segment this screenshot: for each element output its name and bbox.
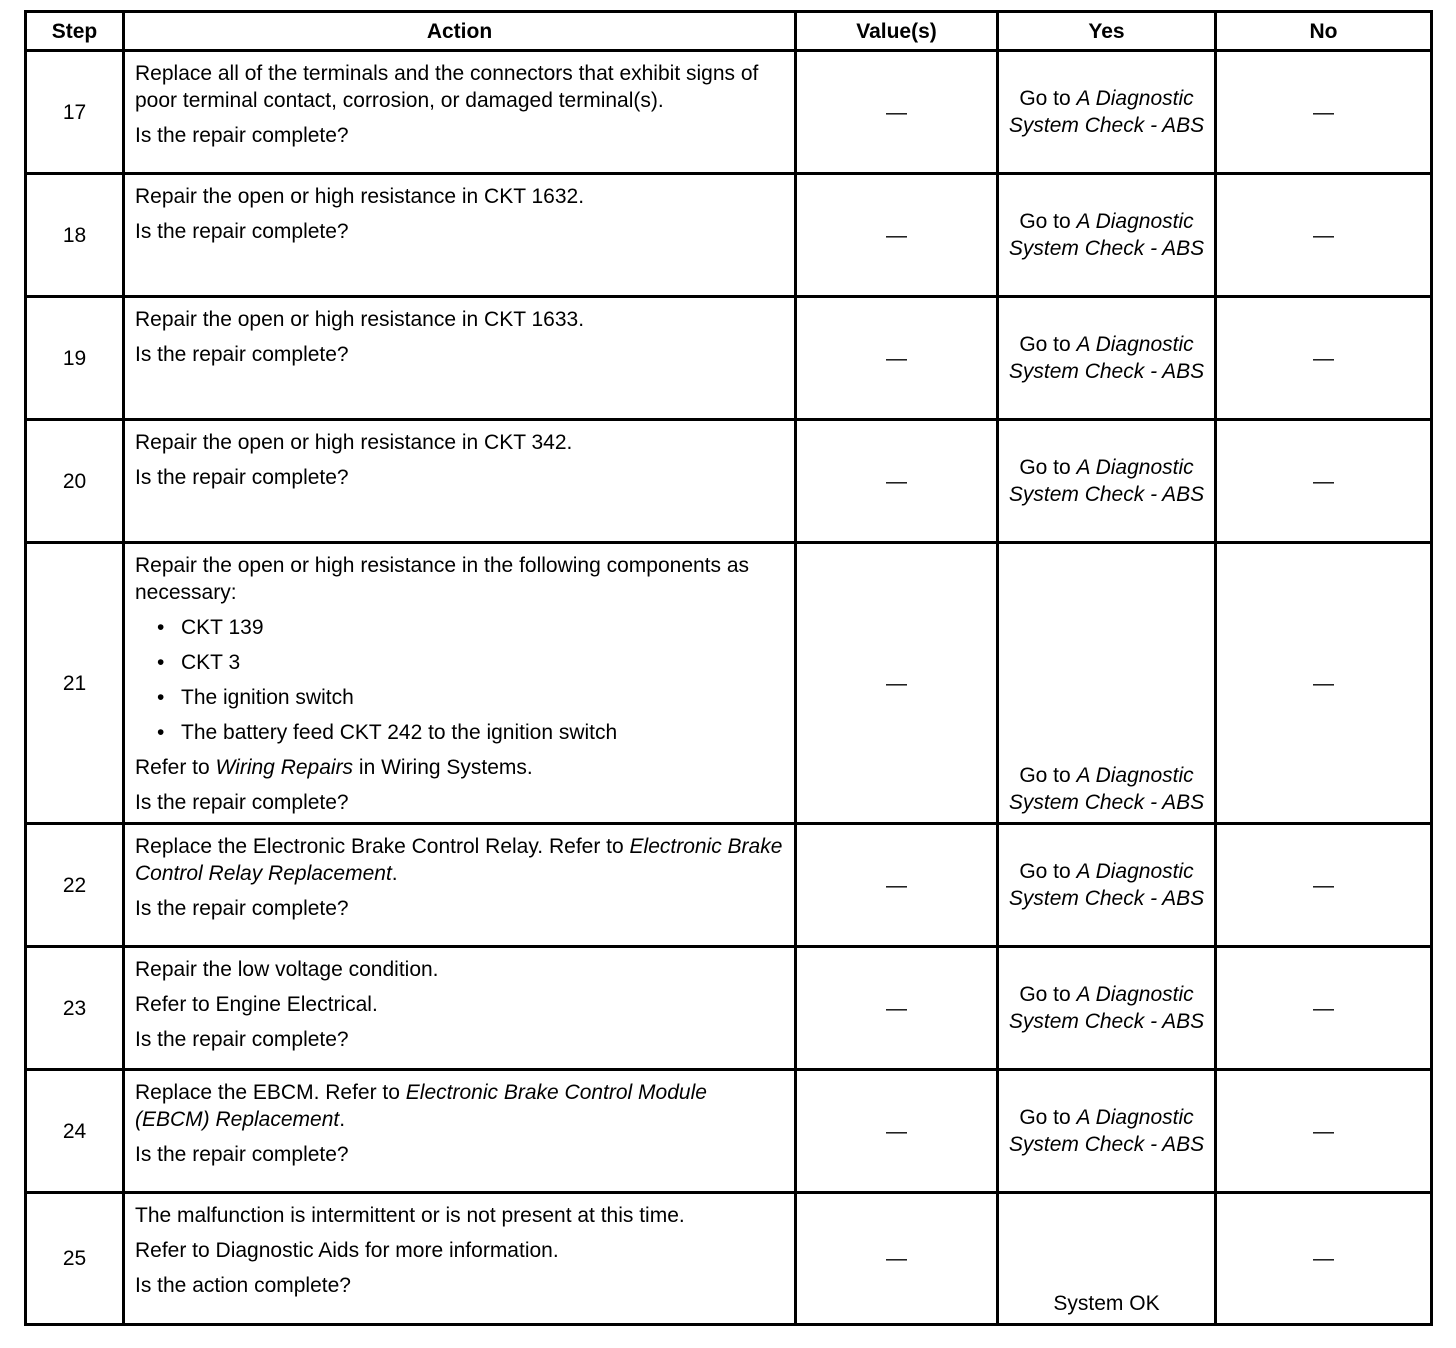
refer-prefix: Refer to <box>135 756 216 779</box>
action-question: Is the repair complete? <box>135 466 349 489</box>
table-row <box>26 1070 1432 1193</box>
yes-link[interactable]: A Diagnostic System Check - ABS <box>1008 87 1205 137</box>
action-text: Replace all of the terminals and the connectors that exhibit signs of poor terminal contact, corrosion, or damaged terminal(s). <box>135 62 759 112</box>
list-item: • CKT 139 <box>181 614 784 641</box>
yes-link[interactable]: A Diagnostic System Check - ABS <box>1008 333 1205 383</box>
yes-link[interactable]: A Diagnostic System Check - ABS <box>1008 983 1205 1033</box>
step-number: 22 <box>26 824 124 947</box>
step-number: 25 <box>26 1193 124 1325</box>
step-number: 19 <box>26 297 124 420</box>
yes-cell <box>998 297 1216 420</box>
step-number: 23 <box>26 947 124 1070</box>
action-end: . <box>339 1108 346 1131</box>
value-cell: — <box>796 824 998 947</box>
no-cell: — <box>1216 297 1432 420</box>
yes-cell <box>998 1070 1216 1193</box>
yes-link[interactable]: A Diagnostic System Check - ABS <box>1008 456 1205 506</box>
table-row <box>26 174 1432 297</box>
value-cell: — <box>796 543 998 824</box>
yes-cell <box>998 947 1216 1070</box>
yes-prefix: Go to <box>1019 983 1077 1006</box>
step-number: 17 <box>26 51 124 174</box>
action-text: Repair the open or high resistance in the following components as necessary: <box>135 554 750 604</box>
yes-cell <box>998 543 1216 824</box>
no-cell: — <box>1216 174 1432 297</box>
yes-cell <box>998 824 1216 947</box>
action-link[interactable]: Electronic Brake Control Relay Replacement <box>135 835 783 885</box>
no-cell: — <box>1216 543 1432 824</box>
table-row <box>26 420 1432 543</box>
refer-text: Refer to Engine Electrical. <box>135 993 378 1016</box>
action-text: The malfunction is intermittent or is not present at this time. <box>135 1204 685 1227</box>
header-no: No <box>1216 12 1432 51</box>
action-text: Repair the open or high resistance in CKT 342. <box>135 431 573 454</box>
yes-prefix: Go to <box>1019 764 1077 787</box>
yes-prefix: Go to <box>1019 456 1077 479</box>
no-cell: — <box>1216 824 1432 947</box>
refer-link[interactable]: Wiring Repairs <box>215 756 354 779</box>
yes-prefix: Go to <box>1019 860 1077 883</box>
action-intro: Replace the EBCM. Refer to <box>135 1081 406 1104</box>
refer-text: Refer to Diagnostic Aids for more information. <box>135 1239 559 1262</box>
action-question: Is the repair complete? <box>135 220 349 243</box>
action-text: Repair the open or high resistance in CKT 1633. <box>135 308 585 331</box>
list-item: • The ignition switch <box>181 684 784 711</box>
step-number: 18 <box>26 174 124 297</box>
step-number: 21 <box>26 543 124 824</box>
no-cell: — <box>1216 420 1432 543</box>
step-number: 20 <box>26 420 124 543</box>
yes-cell: System OK <box>998 1193 1216 1325</box>
header-step: Step <box>26 12 124 51</box>
value-cell: — <box>796 297 998 420</box>
diagnostic-table <box>24 10 1433 1326</box>
yes-cell <box>998 174 1216 297</box>
action-question: Is the repair complete? <box>135 1143 349 1166</box>
list-item: • The battery feed CKT 242 to the ignition switch <box>181 719 784 746</box>
yes-prefix: Go to <box>1019 1106 1077 1129</box>
action-question: Is the repair complete? <box>135 1028 349 1051</box>
action-text: Repair the low voltage condition. <box>135 958 439 981</box>
refer-text <box>135 754 784 781</box>
no-cell: — <box>1216 51 1432 174</box>
yes-link[interactable]: A Diagnostic System Check - ABS <box>1008 210 1205 260</box>
action-text <box>135 833 784 887</box>
value-cell: — <box>796 174 998 297</box>
value-cell: — <box>796 420 998 543</box>
action-cell <box>124 297 796 420</box>
table-row <box>26 1193 1432 1325</box>
yes-prefix: Go to <box>1019 210 1077 233</box>
header-value: Value(s) <box>796 12 998 51</box>
value-cell: — <box>796 51 998 174</box>
no-cell: — <box>1216 947 1432 1070</box>
action-cell <box>124 51 796 174</box>
action-cell <box>124 824 796 947</box>
refer-suffix: in Wiring Systems. <box>353 756 533 779</box>
yes-prefix: Go to <box>1019 87 1077 110</box>
action-cell <box>124 947 796 1070</box>
header-action: Action <box>124 12 796 51</box>
yes-prefix: Go to <box>1019 333 1077 356</box>
no-cell: — <box>1216 1070 1432 1193</box>
action-text: Repair the open or high resistance in CKT 1632. <box>135 185 585 208</box>
header-yes: Yes <box>998 12 1216 51</box>
table-row <box>26 543 1432 824</box>
value-cell: — <box>796 1070 998 1193</box>
action-cell <box>124 543 796 824</box>
action-text <box>135 1079 784 1133</box>
table-row <box>26 297 1432 420</box>
action-link[interactable]: Electronic Brake Control Module (EBCM) Replacement <box>135 1081 707 1131</box>
action-cell <box>124 420 796 543</box>
yes-cell <box>998 420 1216 543</box>
action-cell <box>124 1193 796 1325</box>
yes-link[interactable]: A Diagnostic System Check - ABS <box>1008 764 1205 814</box>
value-cell: — <box>796 947 998 1070</box>
yes-link[interactable]: A Diagnostic System Check - ABS <box>1008 1106 1205 1156</box>
table-row <box>26 947 1432 1070</box>
value-cell: — <box>796 1193 998 1325</box>
action-cell <box>124 174 796 297</box>
action-question: Is the repair complete? <box>135 897 349 920</box>
action-question: Is the action complete? <box>135 1274 351 1297</box>
action-question: Is the repair complete? <box>135 791 349 814</box>
table-row <box>26 824 1432 947</box>
action-question: Is the repair complete? <box>135 124 349 147</box>
no-cell: — <box>1216 1193 1432 1325</box>
component-list <box>135 614 784 746</box>
action-end: . <box>391 862 398 885</box>
yes-cell <box>998 51 1216 174</box>
table-row <box>26 51 1432 174</box>
action-question: Is the repair complete? <box>135 343 349 366</box>
list-item: • CKT 3 <box>181 649 784 676</box>
step-number: 24 <box>26 1070 124 1193</box>
action-cell <box>124 1070 796 1193</box>
yes-link[interactable]: A Diagnostic System Check - ABS <box>1008 860 1205 910</box>
header-row <box>26 12 1432 51</box>
action-intro: Replace the Electronic Brake Control Relay. Refer to <box>135 835 630 858</box>
